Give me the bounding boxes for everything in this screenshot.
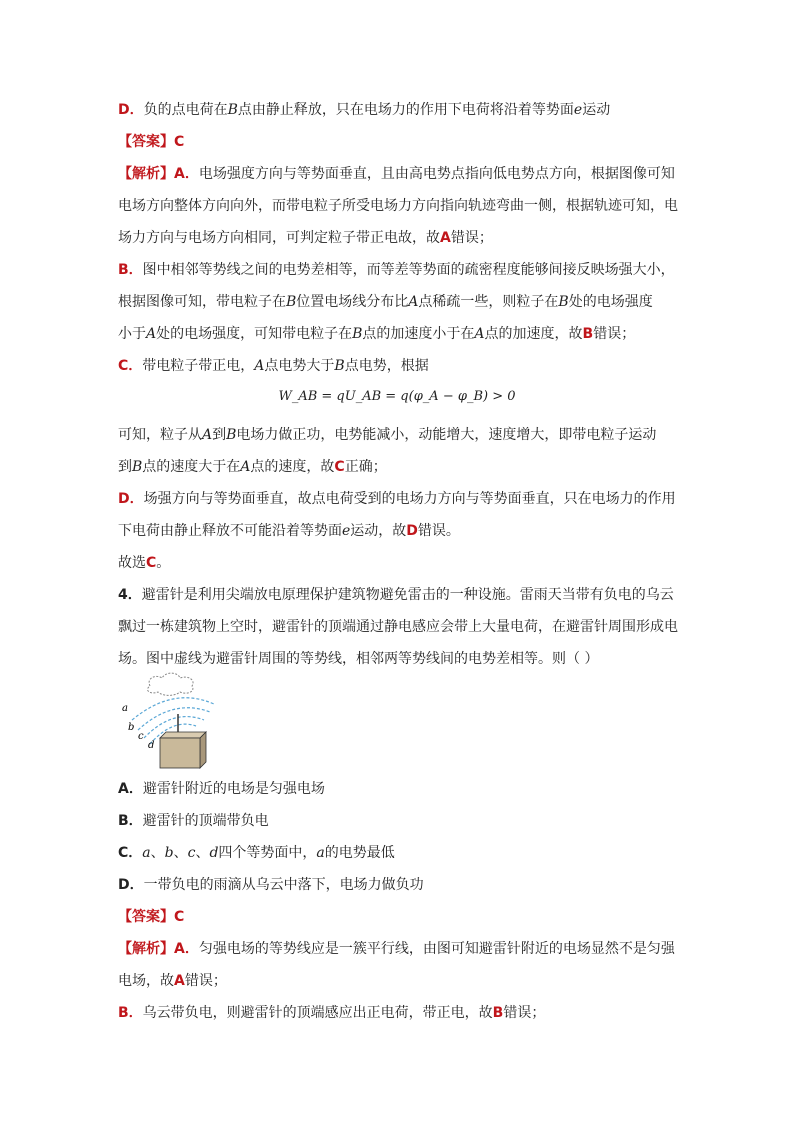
label-c: c xyxy=(138,731,144,742)
question-4-line2: 飘过一栋建筑物上空时，避雷针的顶端通过静电感应会带上大量电荷，在避雷针周围形成电 xyxy=(118,619,678,635)
label-d: d xyxy=(148,740,155,751)
answer-3: 【答案】C xyxy=(118,134,185,150)
option-c: C．a、b、c、d四个等势面中，a的电势最低 xyxy=(118,845,395,861)
q3-option-d: D．负的点电荷在B点由静止释放，只在电场力的作用下电荷将沿着等势面e运动 xyxy=(118,102,611,118)
question-4-line3: 场。图中虚线为避雷针周围的等势线，相邻两等势线间的电势差相等。则（ ） xyxy=(118,651,599,667)
explanation-3-d-line1: D．场强方向与等势面垂直，故点电荷受到的电场力方向与等势面垂直，只在电场力的作用 xyxy=(118,491,676,507)
equipotential-line-a xyxy=(132,698,214,720)
building-front xyxy=(160,738,200,768)
label-a: a xyxy=(122,703,128,714)
explanation-3-c-line3: 到B点的速度大于在A点的速度，故C正确； xyxy=(118,459,387,475)
work-formula: W_AB = qU_AB = q(φ_A − φ_B) > 0 xyxy=(278,389,516,404)
question-4-line1: 4．避雷针是利用尖端放电原理保护建筑物避免雷击的一种设施。雷雨天当带有负电的乌云 xyxy=(118,587,674,603)
choose-answer-3: 故选C。 xyxy=(118,555,171,571)
explanation-3-a-line1: 【解析】A．电场强度方向与等势面垂直，且由高电势点指向低电势点方向，根据图像可知 xyxy=(118,166,675,182)
lightning-rod-figure xyxy=(118,668,218,773)
explanation-4-a-line1: 【解析】A．匀强电场的等势线应是一簇平行线，由图可知避雷针附近的电场显然不是匀强 xyxy=(118,941,675,957)
option-b: B．避雷针的顶端带负电 xyxy=(118,813,269,829)
building-side xyxy=(200,732,206,768)
explanation-3-c-line2: 可知，粒子从A到B电场力做正功，电势能减小，动能增大，速度增大，即带电粒子运动 xyxy=(118,427,657,443)
explanation-3-b-line1: B．图中相邻等势线之间的电势差相等，而等差等势面的疏密程度能够间接反映场强大小， xyxy=(118,262,675,278)
lightning-rod-diagram xyxy=(118,668,218,773)
answer-4: 【答案】C xyxy=(118,909,185,925)
explanation-3-b-line2: 根据图像可知，带电粒子在B位置电场线分布比A点稀疏一些，则粒子在B处的电场强度 xyxy=(118,294,653,310)
option-d: D．一带负电的雨滴从乌云中落下，电场力做负功 xyxy=(118,877,424,893)
explanation-4-a-line2: 电场，故A错误； xyxy=(118,973,227,989)
explanation-3-a-line3: 场力方向与电场方向相同，可判定粒子带正电故，故A错误； xyxy=(118,230,493,246)
explanation-3-d-line2: 下电荷由静止释放不可能沿着等势面e运动，故D错误。 xyxy=(118,523,460,539)
explanation-3-b-line3: 小于A处的电场强度，可知带电粒子在B点的加速度小于在A点的加速度，故B错误； xyxy=(118,326,636,342)
explanation-4-b-line1: B．乌云带负电，则避雷针的顶端感应出正电荷，带正电，故B错误； xyxy=(118,1005,546,1021)
label-b: b xyxy=(128,722,135,733)
explanation-3-a-line2: 电场方向整体方向向外，而带电粒子所受电场力方向指向轨迹弯曲一侧，根据轨迹可知，电 xyxy=(118,198,678,214)
option-a: A．避雷针附近的电场是匀强电场 xyxy=(118,781,325,797)
cloud-icon xyxy=(148,673,194,695)
explanation-3-c-line1: C．带电粒子带正电，A点电势大于B点电势，根据 xyxy=(118,358,429,374)
building-top xyxy=(160,732,206,738)
